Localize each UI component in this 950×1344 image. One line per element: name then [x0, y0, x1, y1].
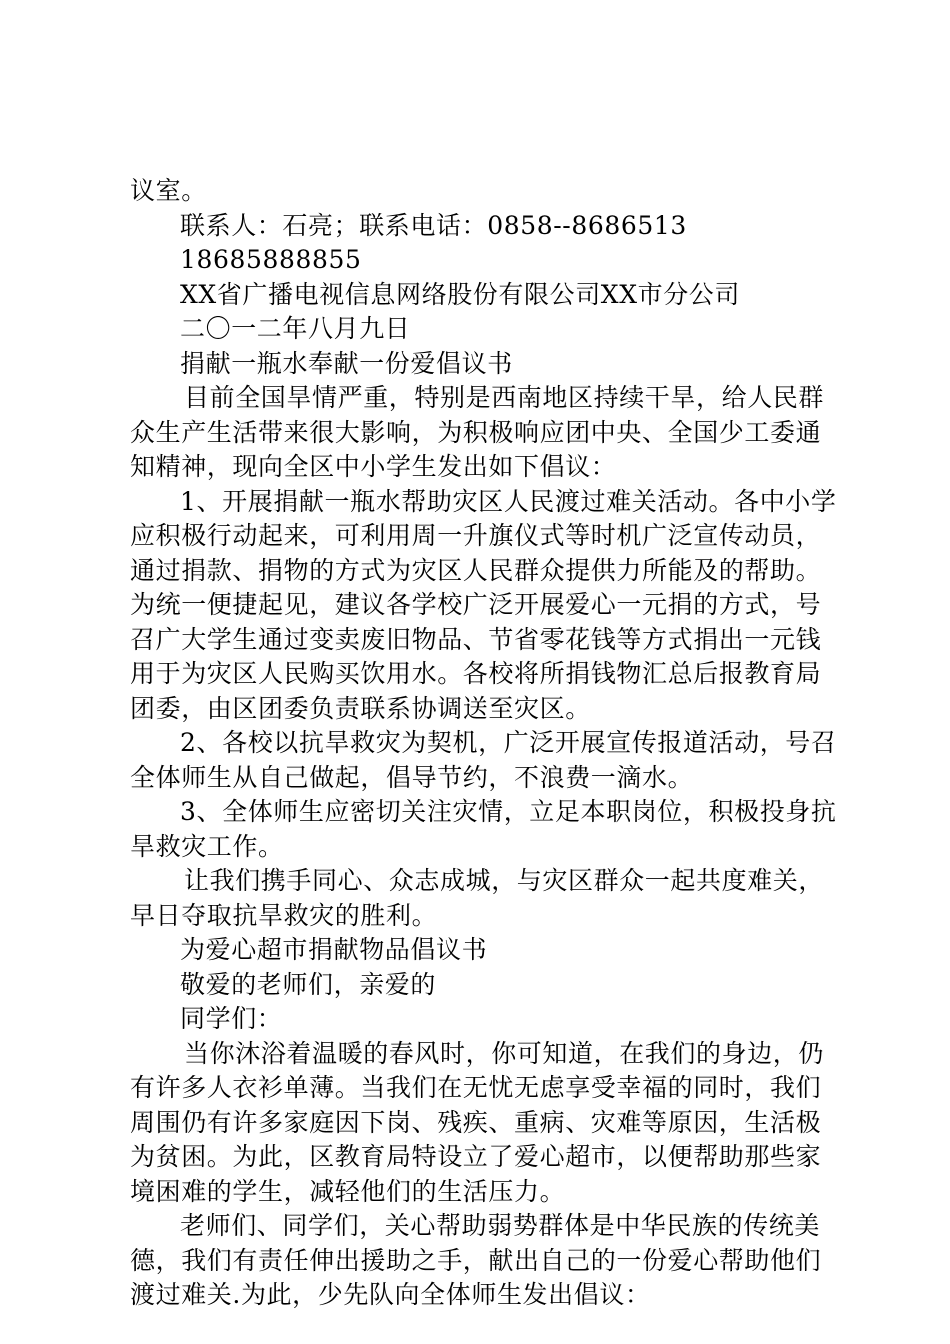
organization-name: XX省广播电视信息网络股份有限公司XX市分公司 [180, 279, 740, 309]
section-title: 捐献一瓶水奉献一份爱倡议书 [180, 348, 513, 378]
section-title: 为爱心超市捐献物品倡议书 [180, 935, 488, 964]
paragraph: 2、各校以抗旱救灾为契机，广泛开展宣传报道活动，号召全体师生从自己做起，倡导节约，不浪费一滴水。 [130, 728, 837, 792]
paragraph: 议室。 [130, 176, 207, 205]
contact-line: 联系人：石亮；联系电话：0858--8686513 [180, 210, 687, 240]
paragraph: 3、全体师生应密切关注灾情，立足本职岗位，积极投身抗旱救灾工作。 [130, 797, 837, 861]
contact-phone: 18685888855 [180, 245, 362, 274]
date-line: 二〇一二年八月九日 [180, 314, 411, 343]
paragraph: 当你沐浴着温暖的春风时，你可知道，在我们的身边，仍有许多人衣衫单薄。当我们在无忧无虑享受幸福的同时，我们周围仍有许多家庭因下岗、残疾、重病、灾难等原因，生活极为贫困。为此，区教育局特设立了爱心超市，以便帮助那些家境困难的学生，减轻他们的生活压力。 [130, 1038, 825, 1206]
document-body [130, 174, 838, 1313]
paragraph: 1、开展捐献一瓶水帮助灾区人民渡过难关活动。各中小学应积极行动起来，可利用周一升旗仪式等时机广泛宣传动员，通过捐款、捐物的方式为灾区人民群众提供力所能及的帮助。为统一便捷起见，建议各学校广泛开展爱心一元捐的方式，号召广大学生通过变卖废旧物品、节省零花钱等方式捐出一元钱用于为灾区人民购买饮用水。各校将所捐钱物汇总后报教育局团委，由区团委负责联系协调送至灾区。 [130, 486, 837, 723]
salutation: 敬爱的老师们，亲爱的 [180, 969, 437, 999]
salutation: 同学们： [180, 1004, 283, 1033]
paragraph: 老师们、同学们，关心帮助弱势群体是中华民族的传统美德，我们有责任伸出援助之手，献出自己的一份爱心帮助他们渡过难关.为此，少先队向全体师生发出倡议： [130, 1211, 822, 1309]
paragraph: 让我们携手同心、众志成城，与灾区群众一起共度难关，早日夺取抗旱救灾的胜利。 [130, 866, 825, 930]
paragraph: 目前全国旱情严重，特别是西南地区持续干旱，给人民群众生产生活带来很大影响，为积极响应团中央、全国少工委通知精神，现向全区中小学生发出如下倡议： [130, 383, 825, 481]
